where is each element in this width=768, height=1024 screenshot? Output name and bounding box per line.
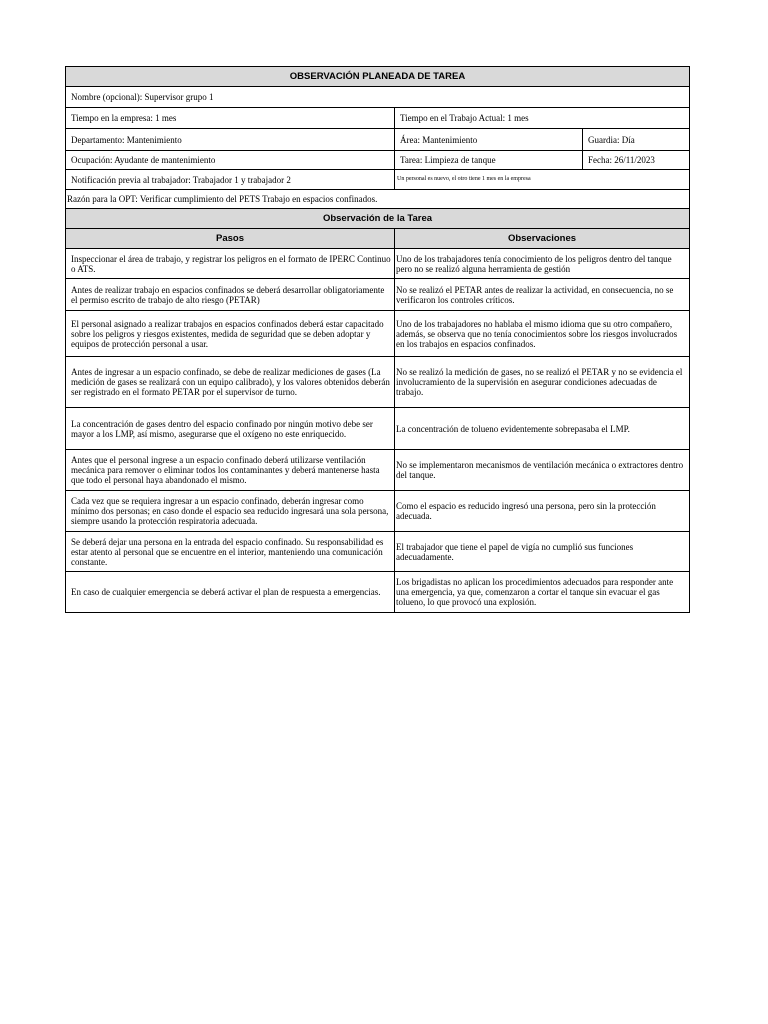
table-row [65, 491, 690, 532]
departamento-row [65, 129, 690, 151]
notificacion-field: Notificación previa al trabajador: Trabajador 1 y trabajador 2 [71, 174, 291, 185]
tiempo-row [65, 108, 690, 129]
ocupacion-row [65, 151, 690, 170]
observacion-header-row [65, 209, 690, 229]
paso-cell: Inspeccionar el área de trabajo, y registrar los peligros en el formato de IPERC Continuo o ATS. [71, 253, 391, 274]
paso-cell: El personal asignado a realizar trabajos en espacios confinados deberá estar capacitado sobre los peligros y riesgos existentes, medida de seguridad que se deben adoptar y equipos de protección personal a usar. [71, 318, 384, 349]
nombre-row [65, 87, 690, 108]
observacion-header: Observación de la Tarea [66, 209, 689, 228]
paso-cell: Cada vez que se requiera ingresar a un espacio confinado, deberán ingresar como mínimo dos personas; en caso donde el espacio sea reducido ingresará una sola persona, siempre usando la protección respiratoria adecuada. [71, 496, 389, 526]
table-row [65, 357, 690, 408]
paso-cell: Antes de realizar trabajo en espacios confinados se deberá desarrollar obligatoriamente el permiso escrito de trabajo de alto riesgo (PETAR) [71, 284, 385, 305]
paso-cell: Antes de ingresar a un espacio confinado, se debe de realizar mediciones de gases (La medición de gases se realizará con un equipo calibrado), y los valores obtenidos deberán ser registrado en el formato PETAR por el supervisor de turno. [71, 367, 390, 397]
razon-field: Razón para la OPT: Verificar cumplimiento del PETS Trabajo en espacios confinados. [67, 194, 378, 204]
paso-cell: Antes que el personal ingrese a un espacio confinado deberá utilizarse ventilación mecánica para remover o eliminar todos los contaminantes y deberá mantenerse hasta que todo el personal haya abandonado el mismo. [71, 455, 380, 485]
observacion-cell: No se realizó el PETAR antes de realizar la actividad, en consecuencia, no se verificaron los controles críticos. [394, 279, 689, 310]
observacion-cell: Uno de los trabajadores no hablaba el mismo idioma que su otro compañero, además, se observa que no tenía conocimientos sobre los riesgos involucrados en los trabajos en espacios confinados. [394, 311, 689, 356]
tiempo-trabajo-field: Tiempo en el Trabajo Actual: 1 mes [394, 108, 689, 128]
area-field: Área: Mantenimiento [394, 129, 582, 150]
table-row [65, 572, 690, 613]
notificacion-row [65, 170, 690, 190]
observaciones-header: Observaciones [394, 229, 689, 248]
form-title: OBSERVACIÓN PLANEADA DE TAREA [66, 67, 689, 86]
guardia-field: Guardia: Día [582, 129, 689, 150]
notificacion-note: Un personal es nuevo, el otro tiene 1 mes en la empresa [394, 170, 689, 189]
table-row [65, 311, 690, 357]
observacion-cell: La concentración de tolueno evidentemente sobrepasaba el LMP. [394, 408, 689, 449]
razon-row [65, 190, 690, 209]
pasos-header: Pasos [66, 229, 394, 248]
paso-cell: Se deberá dejar una persona en la entrada del espacio confinado. Su responsabilidad es estar atento al personal que se encuentre en el interior, manteniendo una comunicación constante. [71, 536, 384, 567]
observacion-cell: No se realizó la medición de gases, no se realizó el PETAR y no se evidencia el involucramiento de la supervisión en asegurar condiciones adecuadas de trabajo. [394, 357, 689, 407]
observacion-cell: Uno de los trabajadores tenía conocimiento de los peligros dentro del tanque pero no se realizó alguna herramienta de gestión [394, 249, 689, 278]
tarea-field: Tarea: Limpieza de tanque [394, 151, 582, 169]
columns-header-row [65, 229, 690, 249]
tiempo-empresa-field: Tiempo en la empresa: 1 mes [71, 113, 177, 123]
observacion-cell: No se implementaron mecanismos de ventilación mecánica o extractores dentro del tanque. [394, 450, 689, 490]
table-row [65, 450, 690, 491]
fecha-field: Fecha: 26/11/2023 [582, 151, 689, 169]
observacion-cell: Los brigadistas no aplican los procedimientos adecuados para responder ante una emergencia, ya que, comenzaron a cortar el tanque sin evacuar el gas tolueno, lo que provocó una explosión. [394, 572, 689, 612]
ocupacion-field: Ocupación: Ayudante de mantenimiento [71, 155, 216, 165]
observacion-cell: Como el espacio es reducido ingresó una persona, pero sin la protección adecuada. [394, 491, 689, 531]
table-row [65, 249, 690, 279]
nombre-field: Nombre (opcional): Supervisor grupo 1 [71, 92, 214, 102]
paso-cell: La concentración de gases dentro del espacio confinado por ningún motivo debe ser mayor a los LMP, así mismo, asegurarse que el oxígeno no este enriquecido. [71, 418, 373, 439]
form-title-row [65, 66, 690, 87]
table-row [65, 532, 690, 572]
departamento-field: Departamento: Mantenimiento [71, 134, 182, 145]
observacion-cell: El trabajador que tiene el papel de vigía no cumplió sus funciones adecuadamente. [394, 532, 689, 571]
paso-cell: En caso de cualquier emergencia se deberá activar el plan de respuesta a emergencias. [71, 587, 381, 597]
table-row [65, 279, 690, 311]
table-row [65, 408, 690, 450]
observation-form [65, 66, 690, 613]
